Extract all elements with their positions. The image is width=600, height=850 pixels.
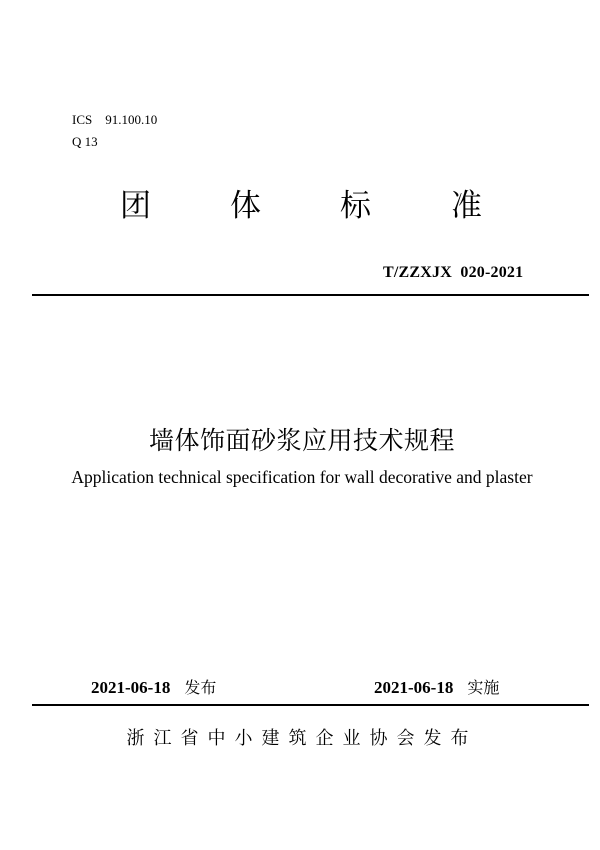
standard-type-char-1: 团	[120, 188, 151, 224]
standard-type-char-3: 标	[340, 188, 371, 224]
publisher: 浙江省中小建筑企业协会发布	[126, 728, 478, 749]
implementation-date-line	[374, 676, 499, 700]
standard-type-char-4: 准	[451, 188, 482, 224]
title-english: Application technical specification for wall decorative and plaster	[71, 467, 533, 487]
standard-number: T/ZZXJX 020-2021	[383, 264, 524, 281]
standard-type-char-2: 体	[230, 188, 261, 224]
ics-classification	[72, 112, 157, 128]
implementation-label: 实施	[467, 678, 500, 697]
header-divider	[32, 294, 589, 296]
ics-label: ICS	[72, 112, 93, 127]
issue-label: 发布	[184, 678, 217, 697]
issue-date-line	[91, 676, 216, 700]
issue-date: 2021-06-18	[91, 678, 171, 697]
ccs-code: Q 13	[72, 134, 98, 149]
title-chinese: 墙体饰面砂浆应用技术规程	[148, 428, 455, 455]
footer-divider	[32, 704, 589, 706]
implementation-date: 2021-06-18	[374, 678, 454, 697]
ics-code: 91.100.10	[105, 112, 158, 127]
